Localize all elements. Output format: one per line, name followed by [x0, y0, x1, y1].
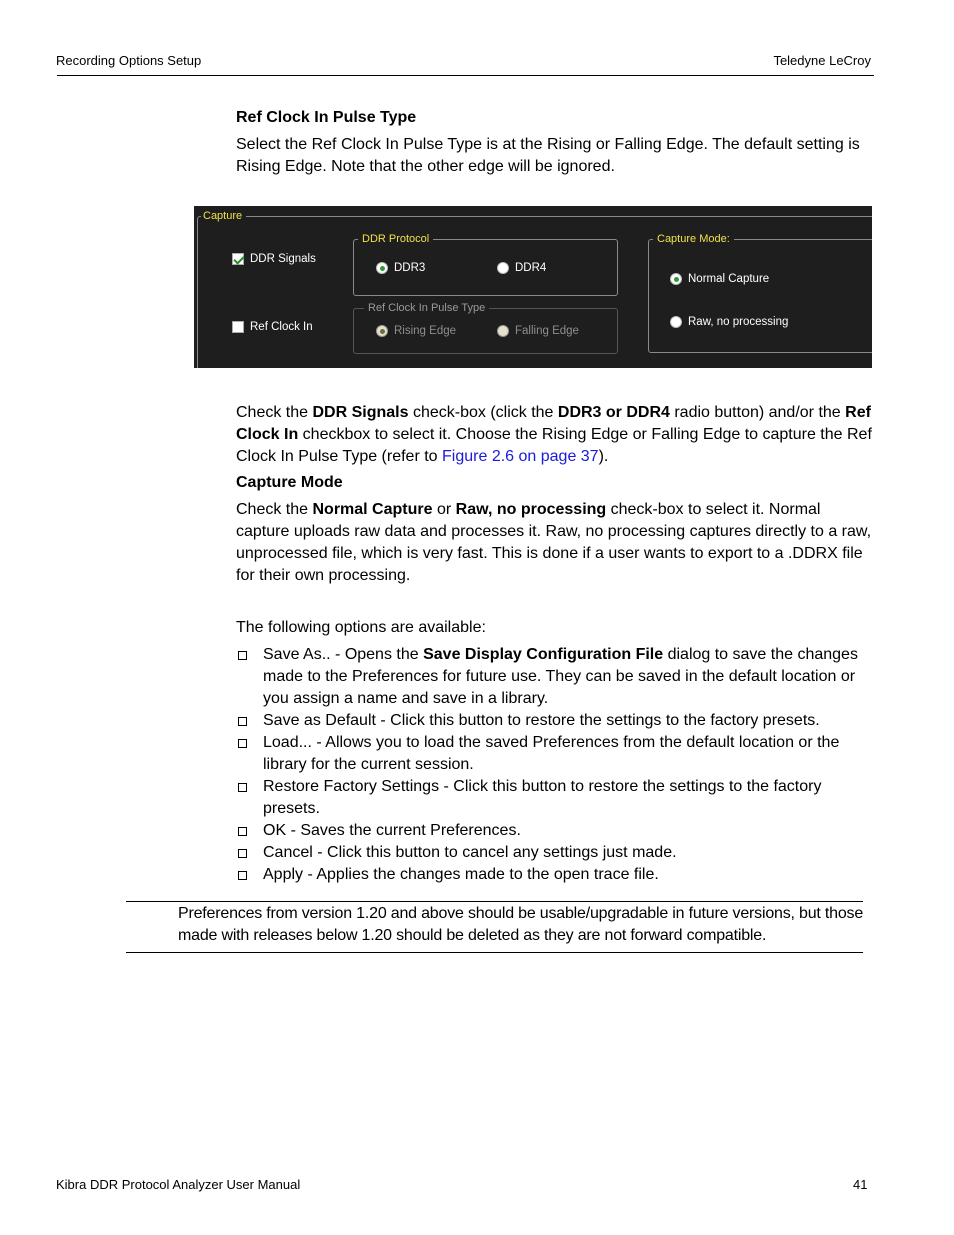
- ddr-signals-term: DDR Signals: [312, 404, 409, 421]
- ddr3-label: DDR3: [394, 262, 426, 274]
- list-item: Save As.. - Opens the Save Display Configuration File dialog to save the changes made to the Preferences for future use. They can be saved in the default location or you assign a name and save in a library.: [236, 644, 876, 710]
- capture-mode-group: [648, 233, 872, 353]
- radio-unselected-disabled-icon: [497, 325, 509, 337]
- ref-clock-in-term: Ref Clock In: [236, 404, 871, 443]
- radio-selected-icon: [376, 262, 388, 274]
- pulse-type-label: Ref Clock In Pulse Type: [364, 301, 489, 315]
- capture-settings-screenshot: [194, 206, 872, 368]
- capture-mode-label: Capture Mode:: [653, 232, 734, 246]
- save-display-config-term: Save Display Configuration File: [423, 646, 664, 663]
- list-item: Cancel - Click this button to cancel any settings just made.: [236, 842, 876, 864]
- header-company: Teledyne LeCroy: [773, 53, 871, 68]
- list-item: Load... - Allows you to load the saved Preferences from the default location or the library for the current session.: [236, 732, 876, 776]
- capture-mode-paragraph: Check the Normal Capture or Raw, no processing check-box to select it. Normal capture uploads raw data and processes it. Raw, no processing captures directly to a raw, unprocessed file, which is very fast. This is done if a user wants to export to a .DDRX file for their own processing.: [236, 501, 872, 584]
- ddr-protocol-label: DDR Protocol: [358, 232, 433, 246]
- ddr-signals-label: DDR Signals: [250, 253, 316, 265]
- normal-capture-label: Normal Capture: [688, 273, 770, 285]
- checkbox-unchecked-icon: [232, 321, 244, 333]
- raw-no-processing-label: Raw, no processing: [688, 316, 789, 328]
- note-bottom-rule: [126, 952, 863, 953]
- footer-manual-title: Kibra DDR Protocol Analyzer User Manual: [56, 1177, 301, 1192]
- note-top-rule: [126, 901, 863, 902]
- falling-edge-label: Falling Edge: [515, 325, 579, 337]
- radio-unselected-icon: [670, 316, 682, 328]
- list-item: Restore Factory Settings - Click this button to restore the settings to the factory presets.: [236, 776, 876, 820]
- header-rule: [57, 75, 874, 76]
- raw-no-processing-radio[interactable]: [670, 316, 788, 328]
- normal-capture-radio[interactable]: [670, 273, 769, 285]
- list-item: OK - Saves the current Preferences.: [236, 820, 876, 842]
- raw-no-processing-term: Raw, no processing: [455, 501, 607, 518]
- falling-edge-radio[interactable]: [497, 325, 579, 337]
- capture-group-label: Capture: [201, 209, 246, 223]
- header-section-title: Recording Options Setup: [56, 53, 202, 68]
- ddr4-radio[interactable]: [497, 262, 546, 274]
- options-list: [236, 644, 876, 886]
- list-item: Apply - Applies the changes made to the open trace file.: [236, 864, 876, 886]
- ddr-signals-paragraph: Check the DDR Signals check-box (click the DDR3 or DDR4 radio button) and/or the Ref Clock In checkbox to select it. Choose the Rising Edge or Falling Edge to capture the Ref Clock In Pulse Type (refer to Figure 2.6 on page 37).: [236, 404, 872, 465]
- rising-edge-radio[interactable]: [376, 325, 456, 337]
- normal-capture-term: Normal Capture: [312, 501, 433, 518]
- rising-edge-label: Rising Edge: [394, 325, 457, 337]
- ref-clock-in-checkbox[interactable]: [232, 321, 313, 333]
- ddr3-ddr4-term: DDR3 or DDR4: [557, 404, 670, 421]
- ddr-signals-checkbox[interactable]: [232, 253, 316, 265]
- radio-unselected-icon: [497, 262, 509, 274]
- radio-selected-icon: [670, 273, 682, 285]
- ref-clock-in-label: Ref Clock In: [250, 321, 313, 333]
- radio-selected-disabled-icon: [376, 325, 388, 337]
- ddr4-label: DDR4: [515, 262, 547, 274]
- note-text: Preferences from version 1.20 and above should be usable/upgradable in future versions, but those made with releases below 1.20 should be deleted as they are not forward compatible.: [178, 905, 864, 944]
- capture-mode-heading: Capture Mode: [236, 474, 343, 491]
- options-intro: The following options are available:: [236, 619, 486, 636]
- checkbox-checked-icon: [232, 253, 244, 265]
- figure-link[interactable]: Figure 2.6 on page 37: [442, 448, 599, 465]
- list-item: Save as Default - Click this button to restore the settings to the factory presets.: [236, 710, 876, 732]
- ddr3-radio[interactable]: [376, 262, 425, 274]
- ref-clock-description: Select the Ref Clock In Pulse Type is at the Rising or Falling Edge. The default setting is Rising Edge. Note that the other edge will be ignored.: [236, 136, 860, 175]
- footer-page-number: 41: [853, 1177, 868, 1192]
- ref-clock-heading: Ref Clock In Pulse Type: [236, 109, 417, 126]
